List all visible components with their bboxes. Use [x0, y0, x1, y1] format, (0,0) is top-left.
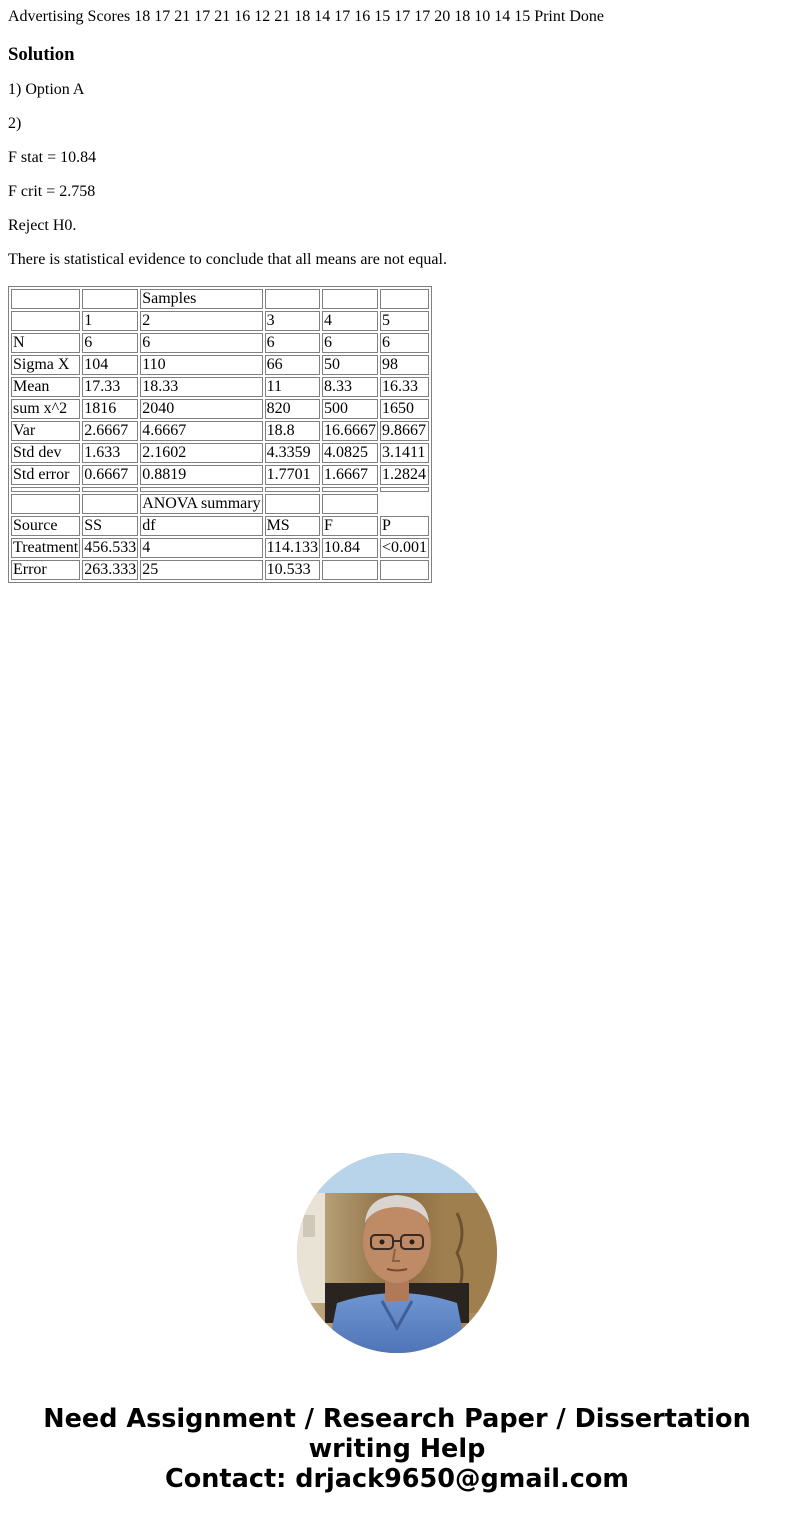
- table-cell: 4: [322, 311, 378, 331]
- table-cell: Std dev: [11, 443, 80, 463]
- table-cell: 6: [265, 333, 320, 353]
- table-cell: 1650: [380, 399, 429, 419]
- table-row: [11, 399, 429, 419]
- table-cell: [11, 311, 80, 331]
- table-cell: 5: [380, 311, 429, 331]
- table-cell: 104: [82, 355, 138, 375]
- table-cell: [380, 560, 429, 580]
- samples-title: Samples: [140, 289, 262, 309]
- table-cell: 4.6667: [140, 421, 262, 441]
- table-separator-row: [11, 487, 429, 492]
- conclusion-line: There is statistical evidence to conclude that all means are not equal.: [8, 251, 447, 268]
- table-cell: 8.33: [322, 377, 378, 397]
- table-cell: 1.633: [82, 443, 138, 463]
- table-cell: 1: [82, 311, 138, 331]
- table-cell: 4.0825: [322, 443, 378, 463]
- table-cell: 4.3359: [265, 443, 320, 463]
- table-cell: F: [322, 516, 378, 536]
- table-cell: N: [11, 333, 80, 353]
- f-crit-line: F crit = 2.758: [8, 183, 96, 200]
- table-row: [11, 465, 429, 485]
- table-cell: 18.33: [140, 377, 262, 397]
- person-photo-icon: [297, 1153, 497, 1353]
- table-cell: 1.6667: [322, 465, 378, 485]
- table-cell: 263.333: [84, 561, 137, 578]
- table-cell: 3.1411: [380, 443, 429, 463]
- table-cell: 820: [265, 399, 320, 419]
- table-title-row: [11, 289, 429, 309]
- solution-document: [8, 0, 788, 583]
- statistics-table: [8, 286, 432, 583]
- table-cell: 66: [265, 355, 320, 375]
- promo-footer: [0, 1404, 794, 1494]
- decision-line: Reject H0.: [8, 217, 77, 234]
- table-cell: df: [140, 516, 262, 536]
- table-cell: 456.533: [84, 539, 137, 556]
- table-cell: P: [380, 516, 429, 536]
- answer-line-2: 2): [8, 115, 22, 132]
- table-row: [11, 421, 429, 441]
- table-cell: 500: [322, 399, 378, 419]
- solution-title: Solution: [8, 44, 75, 65]
- table-cell: Mean: [11, 377, 80, 397]
- table-cell: 1.2824: [380, 465, 429, 485]
- table-cell: Source: [11, 516, 80, 536]
- table-cell: 9.8667: [380, 421, 429, 441]
- contact-line: Contact: drjack9650@gmail.com: [165, 1464, 629, 1494]
- answer-line-1: 1) Option A: [8, 81, 85, 98]
- table-cell: 3: [265, 311, 320, 331]
- table-row: [11, 560, 429, 580]
- table-row: [11, 333, 429, 353]
- table-cell: 1.7701: [265, 465, 320, 485]
- anova-header-row: [11, 516, 429, 536]
- table-cell: 2.6667: [82, 421, 138, 441]
- table-cell: 18.8: [265, 421, 320, 441]
- table-cell: 4: [140, 538, 262, 558]
- table-cell: 2: [140, 311, 262, 331]
- table-row: [11, 443, 429, 463]
- table-cell: 1816: [82, 399, 138, 419]
- table-row: [11, 538, 429, 558]
- table-cell: MS: [265, 516, 320, 536]
- table-cell: 10.533: [265, 560, 320, 580]
- table-row: [11, 355, 429, 375]
- anova-title: ANOVA summary: [142, 495, 261, 512]
- table-cell: sum x^2: [11, 399, 80, 419]
- table-cell: Sigma X: [11, 355, 80, 375]
- table-cell: Std error: [11, 465, 80, 485]
- table-cell: 6: [82, 333, 138, 353]
- table-cell: 16.33: [380, 377, 429, 397]
- table-cell: 25: [140, 560, 262, 580]
- table-cell: 16.6667: [323, 422, 376, 439]
- table-header-row: [11, 311, 429, 331]
- table-cell: Var: [11, 421, 80, 441]
- table-cell: 2040: [140, 399, 262, 419]
- f-stat-line: F stat = 10.84: [8, 149, 97, 166]
- table-cell: 0.6667: [82, 465, 138, 485]
- table-cell: 2.1602: [140, 443, 262, 463]
- table-cell: 110: [140, 355, 262, 375]
- table-cell: 11: [265, 377, 320, 397]
- table-row: [11, 377, 429, 397]
- table-cell: 6: [380, 333, 429, 353]
- promo-line-1: Need Assignment / Research Paper / Dissertation: [43, 1404, 751, 1434]
- anova-title-row: [11, 494, 429, 514]
- table-cell: 17.33: [82, 377, 138, 397]
- table-cell: [322, 560, 378, 580]
- table-cell: Error: [11, 560, 80, 580]
- table-cell: 6: [140, 333, 262, 353]
- table-cell: <0.001: [381, 539, 427, 556]
- table-cell: 98: [380, 355, 429, 375]
- table-cell: 10.84: [322, 538, 378, 558]
- table-cell: 50: [322, 355, 378, 375]
- promo-line-2: writing Help: [308, 1434, 486, 1464]
- table-cell: Treatment: [13, 539, 79, 556]
- question-text: Advertising Scores 18 17 21 17 21 16 12 21 18 14 17 16 15 17 17 20 18 10 14 15 Print Done: [8, 8, 604, 25]
- table-cell: 0.8819: [140, 465, 262, 485]
- table-cell: 6: [322, 333, 378, 353]
- table-cell: SS: [82, 516, 138, 536]
- table-cell: 114.133: [266, 539, 318, 556]
